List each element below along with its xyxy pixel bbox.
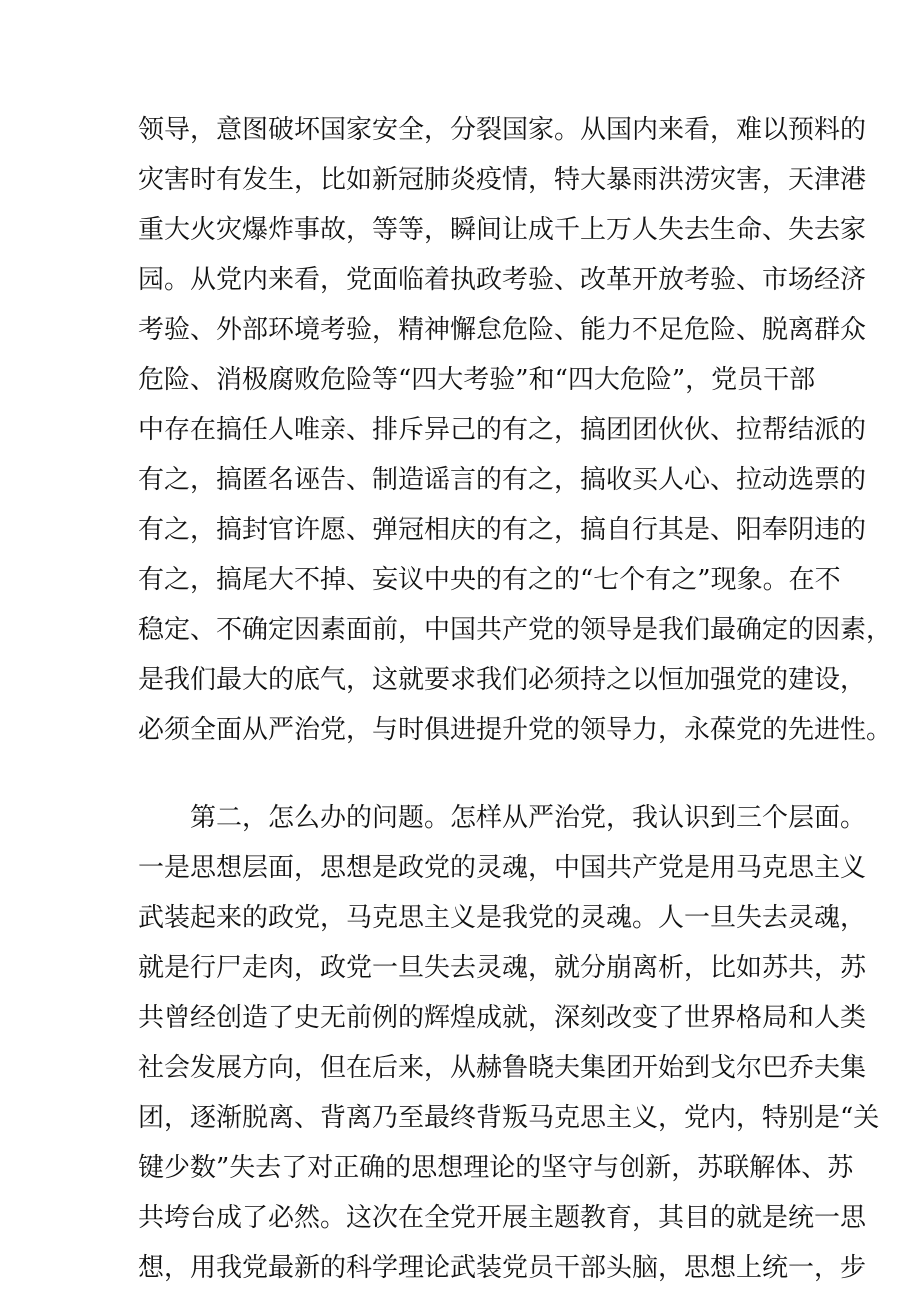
paragraph1-line-8: 有之，搞匿名诬告、制造谣言的有之，搞收买人心、拉动选票的 bbox=[138, 465, 867, 495]
paragraph2-line-1: 第二，怎么办的问题。怎样从严治党，我认识到三个层面。 bbox=[190, 803, 867, 833]
paragraph2-line-2: 一是思想层面，思想是政党的灵魂，中国共产党是用马克思主义 bbox=[138, 853, 867, 883]
paragraph1-line-4: 园。从党内来看，党面临着执政考验、改革开放考验、市场经济 bbox=[138, 265, 867, 295]
paragraph1-line-11: 稳定、不确定因素面前，中国共产党的领导是我们最确定的因素， bbox=[138, 615, 893, 645]
paragraph1-line-12: 是我们最大的底气，这就要求我们必须持之以恒加强党的建设， bbox=[138, 665, 867, 695]
paragraph1-line-6: 危险、消极腐败危险等“四大考验”和“四大危险”，党员干部 bbox=[138, 365, 816, 395]
paragraph2-line-3: 武装起来的政党，马克思主义是我党的灵魂。人一旦失去灵魂， bbox=[138, 903, 867, 933]
paragraph2-line-7: 团，逐渐脱离、背离乃至最终背叛马克思主义，党内，特别是“关 bbox=[138, 1103, 880, 1133]
paragraph1-line-3: 重大火灾爆炸事故，等等，瞬间让成千上万人失去生命、失去家 bbox=[138, 215, 867, 245]
paragraph1-line-13: 必须全面从严治党，与时俱进提升党的领导力，永葆党的先进性。 bbox=[138, 715, 893, 745]
paragraph1-line-7: 中存在搞任人唯亲、排斥异己的有之，搞团团伙伙、拉帮结派的 bbox=[138, 415, 867, 445]
paragraph2-line-9: 共垮台成了必然。这次在全党开展主题教育，其目的就是统一思 bbox=[138, 1203, 867, 1233]
paragraph2-line-4: 就是行尸走肉，政党一旦失去灵魂，就分崩离析，比如苏共，苏 bbox=[138, 953, 867, 983]
paragraph1-line-5: 考验、外部环境考验，精神懈怠危险、能力不足危险、脱离群众 bbox=[138, 315, 867, 345]
paragraph2-line-10: 想，用我党最新的科学理论武装党员干部头脑，思想上统一，步 bbox=[138, 1253, 867, 1283]
paragraph1-line-2: 灾害时有发生，比如新冠肺炎疫情，特大暴雨洪涝灾害，天津港 bbox=[138, 165, 867, 195]
paragraph2-line-6: 社会发展方向，但在后来，从赫鲁晓夫集团开始到戈尔巴乔夫集 bbox=[138, 1053, 867, 1083]
paragraph2-line-5: 共曾经创造了史无前例的辉煌成就，深刻改变了世界格局和人类 bbox=[138, 1003, 867, 1033]
paragraph2-line-8: 键少数”失去了对正确的思想理论的坚守与创新，苏联解体、苏 bbox=[138, 1153, 854, 1183]
paragraph1-line-1: 领导，意图破坏国家安全，分裂国家。从国内来看，难以预料的 bbox=[138, 115, 867, 145]
paragraph1-line-9: 有之，搞封官许愿、弹冠相庆的有之，搞自行其是、阳奉阴违的 bbox=[138, 515, 867, 545]
paragraph1-line-10: 有之，搞尾大不掉、妄议中央的有之的“七个有之”现象。在不 bbox=[138, 565, 841, 595]
